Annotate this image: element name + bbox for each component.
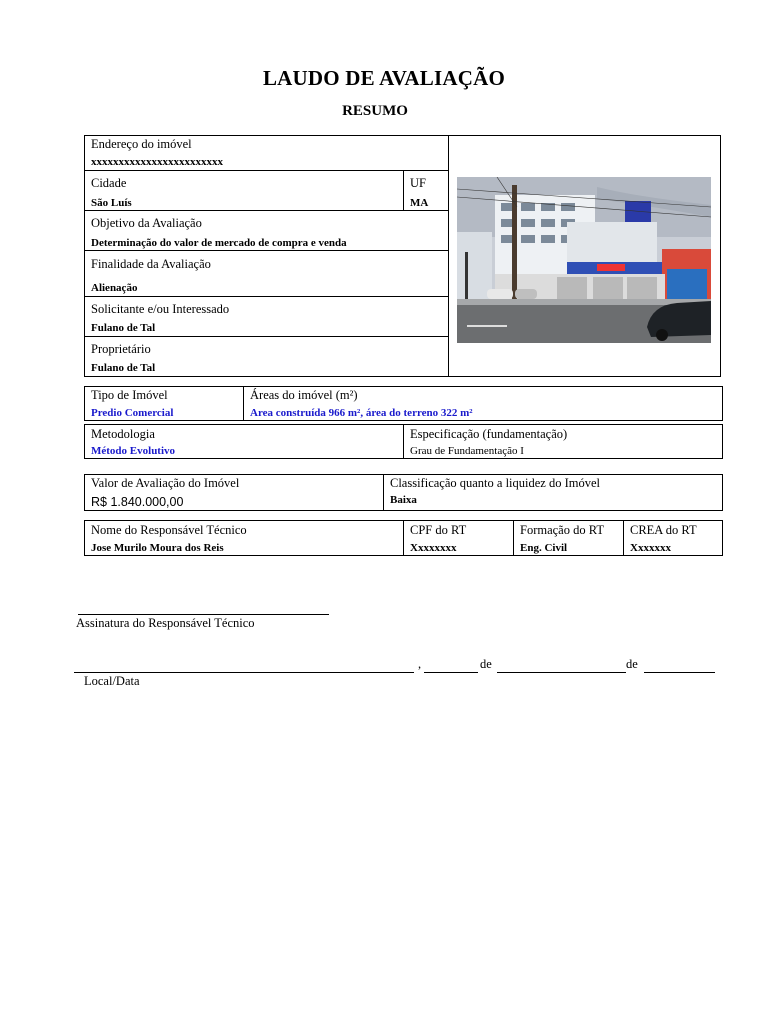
objetivo-label: Objetivo da Avaliação (91, 216, 202, 230)
especificacao-label: Especificação (fundamentação) (410, 427, 568, 441)
crea-label: CREA do RT (630, 523, 697, 537)
uf-cell (403, 171, 448, 211)
document-title: LAUDO DE AVALIAÇÃO (262, 66, 506, 90)
document-subtitle: RESUMO (342, 103, 408, 119)
crea-value: Xxxxxxx (630, 542, 671, 554)
building-photo-icon (457, 177, 711, 343)
cpf-value: Xxxxxxxx (410, 542, 457, 554)
crea-cell (623, 521, 723, 555)
uf-label: UF (410, 176, 426, 190)
row-cidade (85, 170, 448, 210)
metodologia-label: Metodologia (91, 427, 155, 441)
comma-text: , (418, 657, 422, 671)
endereco-value: xxxxxxxxxxxxxxxxxxxxxxxx (91, 156, 223, 168)
finalidade-value: Alienação (91, 282, 138, 294)
proprietario-value: Fulano de Tal (91, 362, 156, 374)
metodo-table (84, 424, 723, 459)
objetivo-value: Determinação do valor de mercado de compra e venda (91, 237, 347, 249)
solicitante-label: Solicitante e/ou Interessado (91, 302, 230, 316)
uf-value: MA (410, 197, 429, 209)
cidade-value: São Luís (91, 197, 132, 209)
signature-label: Assinatura do Responsável Técnico (76, 616, 255, 630)
month-line (497, 672, 626, 673)
year-line (644, 672, 715, 673)
areas-value: Area construída 966 m², área do terreno 322 m² (250, 407, 473, 419)
metodologia-value: Método Evolutivo (91, 445, 176, 457)
photo-column (448, 135, 449, 377)
cpf-cell (403, 521, 513, 555)
especificacao-cell (403, 425, 723, 458)
row-proprietario (85, 336, 448, 377)
row-endereco (85, 136, 448, 170)
cpf-label: CPF do RT (410, 523, 467, 537)
local-data-label: Local/Data (84, 674, 140, 688)
especificacao-value: Grau de Fundamentação I (410, 445, 524, 457)
formacao-cell (513, 521, 623, 555)
nome-label: Nome do Responsável Técnico (91, 523, 247, 537)
endereco-label: Endereço do imóvel (91, 137, 192, 151)
imovel-table (84, 386, 723, 421)
valor-table (84, 474, 723, 511)
local-line (74, 672, 414, 673)
finalidade-label: Finalidade da Avaliação (91, 257, 211, 271)
formacao-label: Formação do RT (520, 523, 604, 537)
proprietario-label: Proprietário (91, 342, 151, 356)
solicitante-value: Fulano de Tal (91, 322, 156, 334)
day-line (424, 672, 478, 673)
nome-value: Jose Murilo Moura dos Reis (91, 542, 224, 554)
valor-value: R$ 1.840.000,00 (91, 495, 184, 509)
row-objetivo (85, 210, 448, 250)
tipo-label: Tipo de Imóvel (91, 388, 168, 402)
row-solicitante (85, 296, 448, 336)
row-finalidade (85, 250, 448, 296)
de-text-2: de (626, 657, 638, 671)
cidade-label: Cidade (91, 176, 127, 190)
formacao-value: Eng. Civil (520, 542, 568, 554)
liquidez-label: Classificação quanto a liquidez do Imóvel (390, 476, 601, 490)
areas-cell (243, 387, 723, 420)
areas-label: Áreas do imóvel (m²) (250, 388, 358, 402)
signature-line (78, 614, 329, 615)
tipo-value: Predio Comercial (91, 407, 174, 419)
valor-label: Valor de Avaliação do Imóvel (91, 476, 240, 490)
liquidez-cell (383, 475, 723, 510)
liquidez-value: Baixa (390, 494, 417, 506)
responsavel-table (84, 520, 723, 556)
de-text-1: de (480, 657, 492, 671)
